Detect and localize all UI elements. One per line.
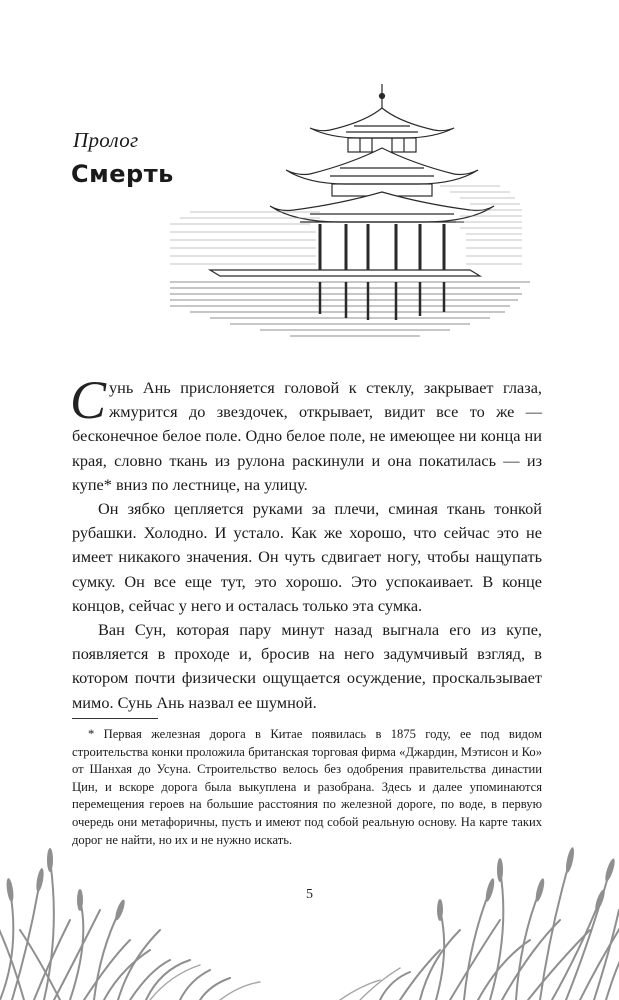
prolog-label: Пролог bbox=[73, 128, 139, 152]
drop-cap: С bbox=[70, 370, 107, 430]
pagoda-pavilion-icon bbox=[170, 82, 530, 352]
paragraph-2: Он зябко цепляется руками за плечи, сминая ткань тонкой рубашки. Холодно. И устало. Как же хорошо, что сейчас это не имеет никакого значения. Он чуть сдвигает ногу, чтобы нащупать сумку. Он все еще тут, это хорошо. Это успокаивает. В конце концов, сейчас у него и осталась только эта сумка. bbox=[72, 499, 542, 615]
footnote-text: * Первая железная дорога в Китае появилась в 1875 году, ее под видом строительства конки проложила британская торговая фирма «Джардин, Мэтисон и Ко» от Шанхая до Усуна. Строительство велось без одобрения правительства династии Цин, и вскоре дорога была выкуплена и разобрана. Здесь и далее упоминаются перемещения героев на большие расстояния по железной дороге, по воде, в первую очередь они метафоричны, пусть и имеют под собой реальную основу. На карте таких дорог не найти, но их и не нужно искать. bbox=[72, 727, 542, 847]
page-number: 5 bbox=[306, 887, 313, 902]
chapter-title: Смерть bbox=[71, 160, 174, 188]
paragraph-1-text: унь Ань прислоняется головой к стеклу, закрывает глаза, жмурится до звездочек, открывает, видит все то же — бесконечное белое поле. Одно белое поле, не имеющее ни конца ни края, словно ткань из рулона раскинули и она покатилась — из купе* вниз по лестнице, на улицу. bbox=[72, 378, 542, 494]
paragraph-3: Ван Сун, которая пару минут назад выгнала его из купе, появляется в проходе и, бросив на него задумчивый взгляд, в котором почти физически ощущается осуждение, проскальзывает мимо. Сунь Ань назвал ее шумной. bbox=[72, 620, 542, 712]
footnote-divider bbox=[72, 718, 158, 719]
body-text bbox=[70, 370, 542, 715]
paragraph-1 bbox=[70, 370, 542, 497]
